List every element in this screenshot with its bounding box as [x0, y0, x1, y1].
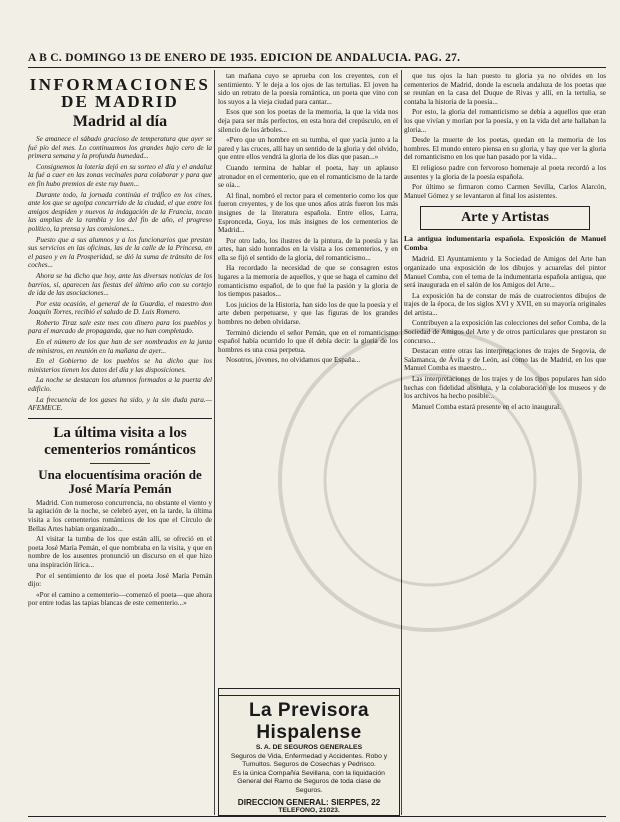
paragraph: Esos que son los poetas de la memoria, la que la vida nos deja para ser más perfectos, en esta hora del crepúsculo, en el silencio de los árboles...: [218, 108, 398, 134]
paragraph: Por esto, la gloria del romanticismo se debía a aquellos que eran los que vivían y morían por la poesía, y en la vida del arte hallaban la gloria...: [404, 108, 606, 134]
paragraph: tan mañana cuyo se aprueba con los creyentes, con el sentimiento. Y le deja a los ojos de las tertulias. El joven ha sido un retrato de la poesía romántica, un poeta que vino con los suyos a la vieja ciudad para cantar...: [218, 72, 398, 106]
paragraph: En el número de los que han de ser nombrados en la junta de ministros, en reunión en la mañana de ayer...: [28, 338, 212, 355]
article-subtitle: La antigua indumentaria española. Exposición de Manuel Comba: [404, 234, 606, 253]
paragraph: Por el sentimiento de los que el poeta José María Pemán dijo:: [28, 571, 212, 589]
ad-border: [219, 689, 399, 696]
paragraph: La noche se destacan los alumnos formados a la puerta del edificio.: [28, 376, 212, 394]
paragraph: Terminó diciendo el señor Pemán, que en el romanticismo español había ocurrido lo que él debía decir: la gloria de los hombres es una cosa perpetua.: [218, 328, 398, 354]
paragraph: Se amanece el sábado gracioso de temperatura que ayer se fué pío del mes. Lo continuamos los grandes bajo cero de la primera semana y la profunda humedad...: [28, 135, 212, 161]
header-rule: [28, 67, 606, 68]
paragraph: La exposición ha de constar de más de cuatrocientos dibujos de trajes de la época, de los siglos XVI y XVII, en su mayoría originales del artista...: [404, 291, 606, 317]
paragraph: Al final, nombró el rector para el cementerio como los que fueron creyentes, y de los que unos años atrás fueron los más insignes de la literatura española. Entre ellos, Larra, Espronceda, Goya, los más insignes de los cementerios de Madrid...: [218, 191, 398, 235]
divider: [90, 463, 150, 464]
paragraph: Por último se firmaron como Carmen Sevilla, Carlos Alarcón, Manuel Gómez y se levantaron al final los asistentes.: [404, 183, 606, 200]
paragraph: Las interpretaciones de los trajes y de los tipos populares han sido hechas con fidelidad absoluta, y la colaboración de los museos y de los archivos ha hecho posible...: [404, 375, 606, 401]
ad-line: S. A. DE SEGUROS GENERALES: [255, 744, 363, 751]
paragraph: Manuel Comba estará presente en el acto inaugural.: [412, 402, 561, 411]
paragraph: Consignemos la lotería dejó en su sorteo el día y el andaluz la fué a caer en las zonas vecinales para colaborar y para que en fin hubo premios de este ruy buen...: [28, 162, 212, 188]
column-3: [404, 72, 606, 816]
article-title: Madrid al día: [72, 113, 168, 130]
section-title: INFORMACIONES: [29, 75, 211, 94]
paragraph: Contribuyen a la exposición las colecciones del señor Comba, de la Sociedad de Amigos del Arte y de otros particulares que prestaron su concurso...: [404, 319, 606, 345]
paragraph: «Pero que un hombre en su tumba, el que yacía junto a la pared y las cruces, allí hay un sentido de la gloria y del olvido, que entre ellos vendrá la gloria de los días que pasan...»: [218, 136, 398, 162]
paragraph: En el Gobierno de los pueblos se ha dicho que los ministerios tienen los datos del día y las disposiciones.: [28, 357, 212, 374]
article-subtitle: Una elocuentísima oración de José María Pemán: [38, 466, 202, 496]
ad-line: Seguros de Vida, Enfermedad y Accidentes. Robo y Tumultos. Seguros de Cosechas y Pedrisco.: [230, 752, 388, 768]
footer-rule: [28, 816, 606, 817]
paragraph: Madrid. El Ayuntamiento y la Sociedad de Amigos del Arte han organizado una exposición de los dibujos y acuarelas del pintor Manuel Comba, con el tema de la indumentaria española antigua, que será inaugurada en el salón de los Amigos del Arte...: [404, 255, 606, 290]
paragraph: El religioso padre con fervoroso homenaje al poeta recordó a los ausentes y la gloria de la poesía española.: [404, 163, 606, 181]
column-2: [218, 72, 398, 684]
paragraph: Desde la muerte de los poetas, quedan en la memoria de los hombres. El mundo entero piensa en su gloria, y hay que ver la gloria del romanticismo en los que han pasado por la vida...: [404, 136, 606, 162]
paragraph: Destacan entre otras las interpretaciones de trajes de Segovia, de Salamanca, de Ávila y de León, así como las de Madrid, en los que Manuel Comba es maestro...: [404, 347, 606, 373]
paragraph: Puesto que a sus alumnos y a los funcionarios que prestan sus servicios en las oficinas, las de la calle de la Princesa, en el paseo y en la Prosperidad, se dió la suma de tránsito de los coches...: [28, 235, 212, 270]
paragraph: Roberto Tiraz sale este mes con dinero para los pueblos y para el marcado de propaganda, que no han completado.: [28, 318, 212, 336]
divider: [28, 418, 212, 419]
section-title: DE MADRID: [61, 92, 179, 111]
advertisement: [218, 688, 400, 816]
paragraph: Por esta ocasión, el general de la Guardia, el maestro don Joaquín Torres, recibió el saludo de D. Luis Romero.: [28, 299, 212, 317]
column-divider: [401, 70, 402, 815]
paragraph: «Por el camino a cementerio—comenzó el poeta—que ahora por entre todas las tapias blancas de este cementerio...»: [28, 590, 212, 608]
paragraph: Cuando termina de hablar el poeta, hay un aplauso atronador en el cementerio, que en el romanticismo de la tarde se oía...: [218, 163, 398, 190]
paragraph: Madrid. Con numeroso concurrencia, no obstante el viento y la agitación de la noche, se celebró ayer, en la tarde, la última visita a los cementerios románticos de los que el Círculo de Bellas Artes habían organizado...: [28, 498, 212, 533]
article-title: La última visita a los cementerios románticos: [44, 424, 196, 458]
paragraph: Nosotros, jóvenes, no olvidamos que España...: [226, 356, 361, 365]
ad-address: DIRECCION GENERAL: SIERPES, 22: [237, 798, 381, 807]
paragraph: Al visitar la tumba de los que están allí, se ofreció en el poeta José María Pemán, el que nombraba en la visita, y que en nombre de los ausentes pronunció un discurso en el que hizo una inspiración lírica...: [28, 535, 212, 569]
ad-title: La Previsora Hispalense: [248, 700, 370, 743]
paragraph: Ha recordado la necesidad de que se consagren estos lugares a la memoria de aquellos, y que se haga el camino del romanticismo español, de lo que fué la pasión y la gloria de los tiempos pasados...: [218, 264, 398, 299]
column-divider: [214, 70, 215, 815]
page-header: A B C. DOMINGO 13 DE ENERO DE 1935. EDICION DE ANDALUCIA. PAG. 27.: [28, 52, 461, 64]
ad-phone: TELEFONO, 21023.: [278, 807, 340, 814]
column-1: [28, 72, 212, 816]
paragraph: Durante todo, la jornada continúa el tráfico en los cines, ante los que se agolpa concurrido de la ciudad, el que entre los amigos despiden y nuevos la indagación de la Francia, tocan las amplias de la rambla y los del fin de año, el progreso político, la prensa y las comisiones...: [28, 190, 212, 233]
paragraph: Por otro lado, los ilustres de la pintura, de la poesía y las artes, han sido honrados en la visita a los cementerios, y en ella se fijó el sentido de la gloria, del romanticismo...: [218, 236, 398, 262]
ad-line: Es la única Compañía Sevillana, con la liquidación General del Ramo de Seguros de toda clase de Seguros.: [233, 769, 385, 794]
section-title: Arte y Artistas: [420, 206, 590, 230]
paragraph: Ahora se ha dicho que hoy, ante las diversas noticias de los barrios, sí, aparecen las fiestas del último año con su cortejo de ida de las asociaciones...: [28, 271, 212, 298]
paragraph: La frecuencia de los gases ha sido, y la sin duda para.—AFEMECE.: [28, 395, 212, 413]
paragraph: Los juicios de la Historia, han sido los de que la poesía y el arte deben perpetuarse, y que las figuras de los grandes hombres no deben olvidarse.: [218, 300, 398, 327]
paragraph: que tus ojos la han puesto tu gloria ya no olvides en los cementerios de Madrid, donde la escuela andaluza de los poetas que se reunían en la casa del Duque de Rivas y allí, en la tertulia, se contaba la historia de la poesía...: [404, 72, 606, 106]
